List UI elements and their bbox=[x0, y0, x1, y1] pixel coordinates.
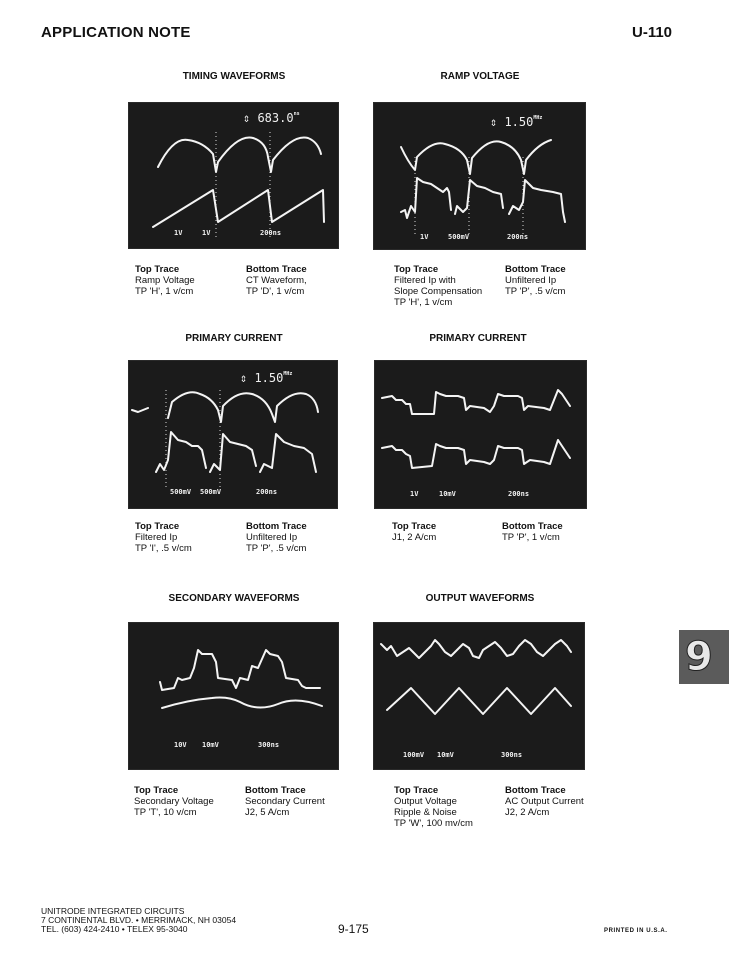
scope-traces bbox=[128, 360, 338, 509]
caption-bottom-trace: Bottom Trace TP 'P', 1 v/cm bbox=[502, 521, 563, 543]
trace-ramp-voltage bbox=[158, 137, 321, 172]
caption-bottom-trace: Bottom Trace Secondary Current J2, 5 A/cm bbox=[245, 785, 325, 818]
caption-top-trace: Top Trace Filtered Ip TP 'I', .5 v/cm bbox=[135, 521, 192, 554]
caption-bottom-trace: Bottom Trace CT Waveform, TP 'D', 1 v/cm bbox=[246, 264, 307, 297]
scope-ch1-scale: 1V bbox=[410, 490, 419, 498]
scope-ch2-scale: 500mV bbox=[200, 488, 222, 496]
scope-timebase: 200ns bbox=[260, 229, 282, 237]
trace-filtered-ip bbox=[132, 392, 318, 422]
scope-ch1-scale: 10V bbox=[174, 741, 187, 749]
printed-notice: PRINTED IN U.S.A. bbox=[604, 928, 668, 934]
oscilloscope-screen-timing bbox=[128, 102, 339, 249]
caption-top-trace: Top Trace Secondary Voltage TP 'T', 10 v/cm bbox=[134, 785, 214, 818]
scope-traces bbox=[128, 102, 339, 249]
footer-address-block bbox=[41, 907, 236, 934]
scope-ch1-scale: 500mV bbox=[170, 488, 192, 496]
scope-traces bbox=[373, 102, 586, 250]
oscilloscope-screen-primary-current-2 bbox=[374, 360, 587, 509]
scope-traces bbox=[374, 360, 587, 509]
trace-secondary-voltage bbox=[160, 650, 320, 690]
scope-timebase: 300ns bbox=[258, 741, 280, 749]
scope-timebase: 200ns bbox=[256, 488, 278, 496]
scope-frequency-readout: ⇕ $1.50^{MHz}$ bbox=[240, 371, 293, 385]
scope-ch1-scale: 1V bbox=[174, 229, 183, 237]
panel-title-primary-current: PRIMARY CURRENT bbox=[429, 333, 527, 344]
trace-j1-current bbox=[382, 390, 570, 414]
scope-traces bbox=[128, 622, 339, 770]
caption-bottom-trace: Bottom Trace Unfiltered Ip TP 'P', .5 v/cm bbox=[246, 521, 307, 554]
panel-title-ramp-voltage: RAMP VOLTAGE bbox=[440, 71, 520, 82]
page-number: 9-175 bbox=[338, 922, 369, 936]
scope-ch2-scale: 10mV bbox=[439, 490, 456, 498]
section-tab bbox=[679, 630, 729, 684]
caption-top-trace: Top Trace Filtered Ip with Slope Compensation TP 'H', 1 v/cm bbox=[394, 264, 483, 308]
panel-title-output-waveforms: OUTPUT WAVEFORMS bbox=[425, 593, 535, 604]
trace-secondary-current bbox=[162, 698, 322, 709]
scope-frequency-readout: ⇕ $683.0^{ns}$ bbox=[243, 111, 300, 125]
document-number: U-110 bbox=[632, 24, 673, 41]
oscilloscope-screen-secondary bbox=[128, 622, 339, 770]
caption-top-trace: Top Trace Output Voltage Ripple & Noise TP 'W', 100 mv/cm bbox=[394, 785, 473, 829]
scope-frequency-readout: ⇕ $1.50^{MHz}$ bbox=[490, 115, 543, 129]
trace-output-ripple bbox=[381, 640, 571, 658]
panel-title-timing-waveforms: TIMING WAVEFORMS bbox=[182, 71, 286, 82]
oscilloscope-screen-primary-current-1 bbox=[128, 360, 338, 509]
footer-address: 7 CONTINENTAL BLVD. • MERRIMACK, NH 03054 bbox=[41, 915, 237, 925]
scope-ch2-scale: 10mV bbox=[202, 741, 219, 749]
trace-ct-waveform bbox=[153, 190, 324, 227]
oscilloscope-screen-ramp bbox=[373, 102, 586, 250]
footer-company: UNITRODE INTEGRATED CIRCUITS bbox=[41, 906, 185, 916]
caption-top-trace: Top Trace Ramp Voltage TP 'H', 1 v/cm bbox=[135, 264, 195, 297]
panel-title-secondary-waveforms: SECONDARY WAVEFORMS bbox=[168, 593, 300, 604]
footer-contact: TEL. (603) 424-2410 • TELEX 95-3040 bbox=[41, 924, 188, 934]
scope-ch1-scale: 1V bbox=[420, 233, 429, 241]
section-number: 9 bbox=[685, 634, 713, 680]
trace-ac-output-current bbox=[387, 688, 571, 714]
trace-unfiltered-ip bbox=[401, 178, 565, 222]
caption-top-trace: Top Trace J1, 2 A/cm bbox=[392, 521, 437, 543]
scope-timebase: 300ns bbox=[501, 751, 523, 759]
trace-unfiltered-ip bbox=[156, 432, 316, 472]
caption-bottom-trace: Bottom Trace AC Output Current J2, 2 A/cm bbox=[505, 785, 584, 818]
trace-filtered-ip bbox=[401, 140, 551, 174]
scope-ch2-scale: 1V bbox=[202, 229, 211, 237]
oscilloscope-screen-output bbox=[373, 622, 585, 770]
scope-traces bbox=[373, 622, 585, 770]
caption-bottom-trace: Bottom Trace Unfiltered Ip TP 'P', .5 v/cm bbox=[505, 264, 566, 297]
scope-ch1-scale: 100mV bbox=[403, 751, 425, 759]
panel-title-primary-current: PRIMARY CURRENT bbox=[185, 333, 283, 344]
scope-ch2-scale: 10mV bbox=[437, 751, 454, 759]
trace-tp-p bbox=[382, 440, 570, 468]
document-header: APPLICATION NOTE bbox=[41, 24, 191, 41]
scope-ch2-scale: 500mV bbox=[448, 233, 470, 241]
scope-timebase: 200ns bbox=[508, 490, 530, 498]
scope-timebase: 200ns bbox=[507, 233, 529, 241]
